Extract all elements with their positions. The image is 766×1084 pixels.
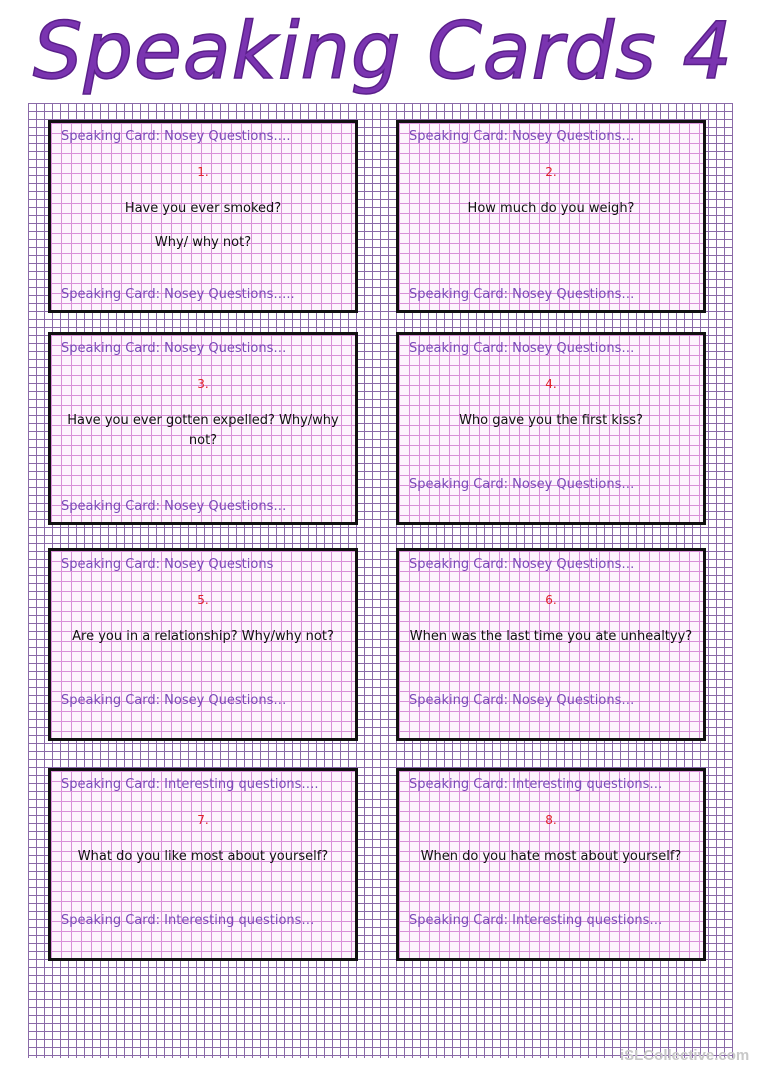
card-question: Have you ever gotten expelled? Why/why not? <box>67 413 339 448</box>
card-footer: Speaking Card: Nosey Questions….. <box>61 287 295 302</box>
card-header: Speaking Card: Interesting questions…. <box>61 777 319 792</box>
question-line-2: Why/ why not? <box>154 235 252 250</box>
speaking-card-7 <box>48 768 358 961</box>
card-header: Speaking Card: Nosey Questions…. <box>61 129 291 144</box>
card-number: 7. <box>197 813 209 827</box>
speaking-card-6 <box>396 548 706 741</box>
card-question <box>61 199 345 253</box>
card-footer: Speaking Card: Interesting questions… <box>409 913 663 928</box>
card-footer: Speaking Card: Nosey Questions… <box>409 477 635 492</box>
watermark: iSLCollective.com <box>620 1047 750 1064</box>
card-header: Speaking Card: Nosey Questions… <box>61 341 287 356</box>
card-header: Speaking Card: Nosey Questions <box>61 557 274 572</box>
speaking-card-3 <box>48 332 358 525</box>
card-question: How much do you weigh? <box>467 201 635 216</box>
speaking-card-1 <box>48 120 358 313</box>
card-number: 1. <box>197 165 209 179</box>
card-header: Speaking Card: Interesting questions… <box>409 777 663 792</box>
card-number: 3. <box>197 377 209 391</box>
speaking-card-2 <box>396 120 706 313</box>
card-question: What do you like most about yourself? <box>77 849 329 864</box>
page-title: Speaking Cards 4 <box>32 7 734 97</box>
card-number: 6. <box>545 593 557 607</box>
card-number: 4. <box>545 377 557 391</box>
card-header: Speaking Card: Nosey Questions… <box>409 557 635 572</box>
card-footer: Speaking Card: Nosey Questions… <box>409 287 635 302</box>
card-question: Who gave you the first kiss? <box>459 413 643 428</box>
card-footer: Speaking Card: Nosey Questions… <box>61 693 287 708</box>
card-header: Speaking Card: Nosey Questions… <box>409 129 635 144</box>
card-footer: Speaking Card: Nosey Questions… <box>61 499 287 514</box>
card-number: 2. <box>545 165 557 179</box>
card-footer: Speaking Card: Interesting questions… <box>61 913 315 928</box>
speaking-card-8 <box>396 768 706 961</box>
card-number: 8. <box>545 813 557 827</box>
card-number: 5. <box>197 593 209 607</box>
card-question: When was the last time you ate unhealtyy? <box>409 629 693 644</box>
question-line-1: Have you ever smoked? <box>124 201 282 216</box>
speaking-card-4 <box>396 332 706 525</box>
card-header: Speaking Card: Nosey Questions… <box>409 341 635 356</box>
card-footer: Speaking Card: Nosey Questions… <box>409 693 635 708</box>
card-question: When do you hate most about yourself? <box>420 849 682 864</box>
card-question: Are you in a relationship? Why/why not? <box>72 629 334 644</box>
speaking-card-5 <box>48 548 358 741</box>
